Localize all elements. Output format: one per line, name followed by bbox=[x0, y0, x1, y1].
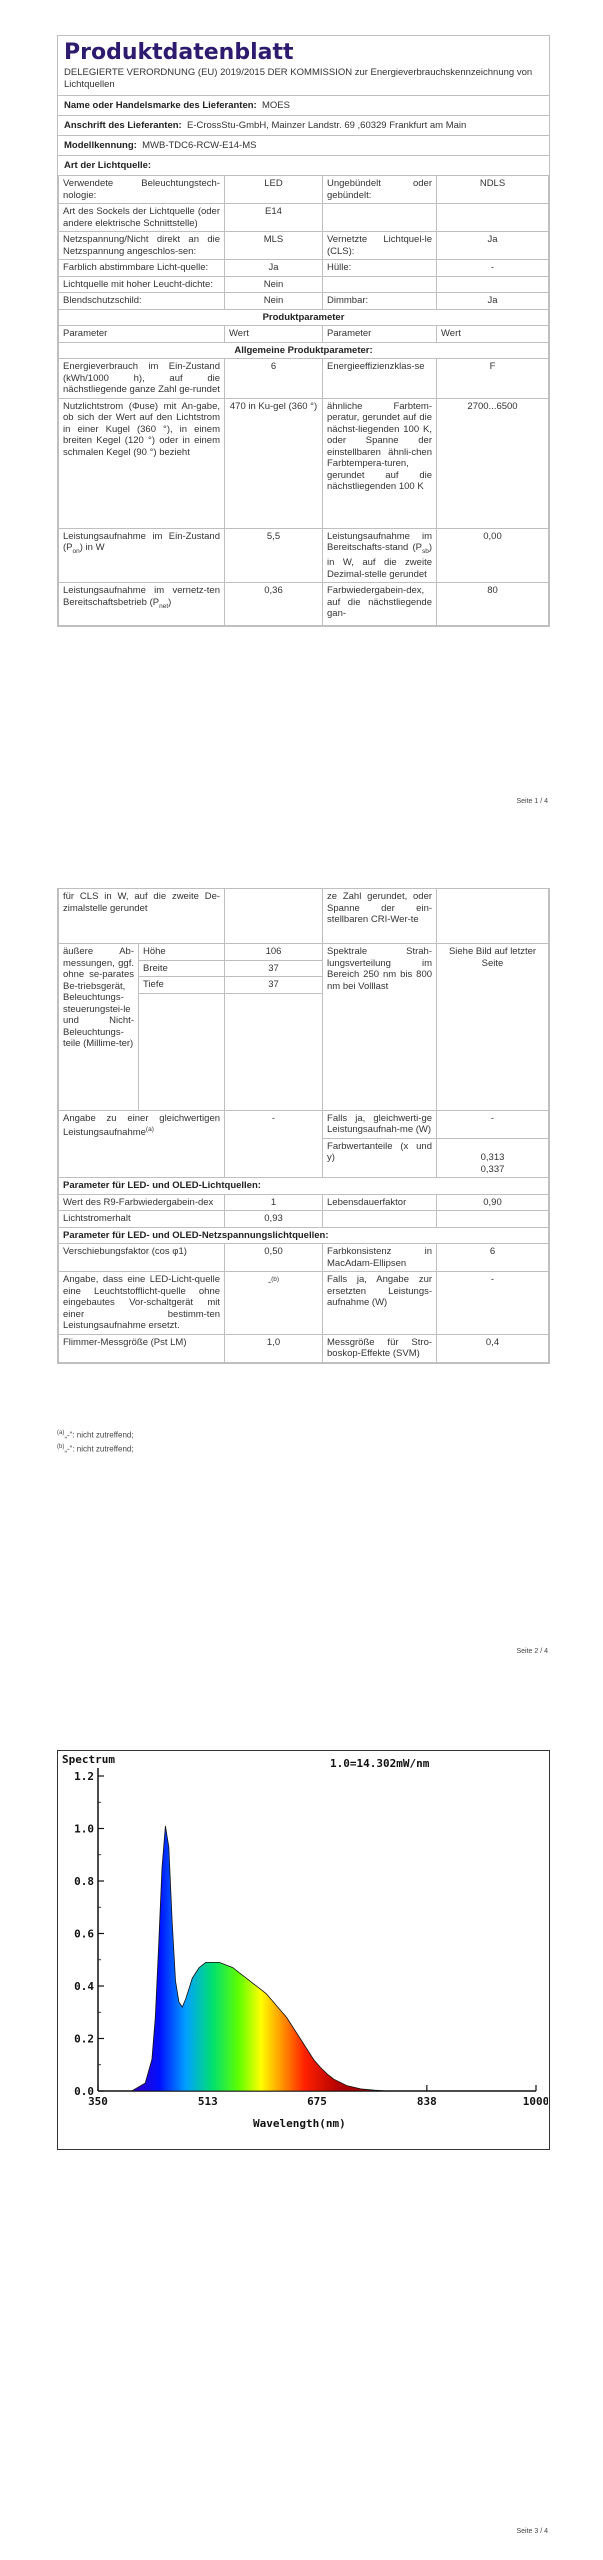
page-number: Seite 3 / 4 bbox=[516, 2528, 548, 2535]
params-table-continued bbox=[58, 888, 549, 1363]
y-tick-label: 0.0 bbox=[74, 2085, 94, 2098]
table-row: für CLS in W, auf die zweite De-zimalstelle gerundet ze Zahl gerundet, oder Spanne der ein-stellbaren CRI-Wer-te bbox=[59, 889, 549, 944]
table-row: Netzspannung/Nicht direkt an die Netzspannung angeschlos-sen: MLS Vernetzte Lichtquel-le (CLS): Ja bbox=[59, 232, 549, 260]
footnote-b: $^{(b)}$„-“: nicht zutreffend; bbox=[57, 1444, 134, 1454]
table-row: Flimmer-Messgröße (Pst LM) 1,0 Messgröße für Stro-boskop-Effekte (SVM) 0,4 bbox=[59, 1334, 549, 1362]
model-value: MWB-TDC6-RCW-E14-MS bbox=[142, 140, 257, 151]
y-tick-label: 0.2 bbox=[74, 2032, 94, 2046]
table-row: Energieverbrauch im Ein-Zustand (kWh/1000 h), auf die nächstliegende ganze Zahl ge-rundet 6 Energieeffizienzklas-se F bbox=[59, 359, 549, 399]
chart-annotation: 1.0=14.302mW/nm bbox=[330, 1757, 430, 1770]
datasheet-frame-continued bbox=[57, 888, 550, 1364]
supplier-row bbox=[58, 95, 549, 115]
product-params-heading: Produktparameter bbox=[59, 309, 549, 326]
x-tick-label: 350 bbox=[88, 2095, 108, 2108]
page-2 bbox=[0, 880, 603, 1680]
regulation-text: DELEGIERTE VERORDNUNG (EU) 2019/2015 DER KOMMISSION zur Energieverbrauchskennzeichnung von Lichtquellen bbox=[64, 67, 533, 90]
y-tick-label: 0.4 bbox=[74, 1980, 94, 1993]
page-number: Seite 2 / 4 bbox=[516, 1648, 548, 1655]
table-row: äußere Ab-messungen, ggf. ohne se-parates Be-triebsgerät, Beleuchtungs-steuerungstei-le und Nicht-Beleuchtungs-teile (Millime-ter) Höhe 106 Spektrale Strah-lungsverteilung im Bereich 250 nm bis 800 nm bei Volllast Siehe Bild auf letzter Seite bbox=[59, 944, 549, 961]
spectrum-chart-frame bbox=[57, 1750, 550, 2150]
spectrum-area bbox=[98, 1826, 536, 2091]
general-params-heading: Allgemeine Produktparameter: bbox=[59, 342, 549, 359]
x-tick-label: 1000 bbox=[522, 2095, 548, 2108]
table-row: Angabe, dass eine LED-Licht-quelle eine Leuchtstofflicht-quelle ohne eingebautes Vor-schaltgerät mit einer bestimm-ten Leistungsaufnahme ersetzt. -$^{(b)}$ Falls ja, Angabe zur ersetzten Leistungs-aufnahme (W) - bbox=[59, 1272, 549, 1335]
light-type-heading: Art der Lichtquelle: bbox=[58, 155, 549, 175]
light-type-table bbox=[58, 175, 549, 626]
x-axis-label: Wavelength(nm) bbox=[253, 2117, 346, 2130]
page-number: Seite 1 / 4 bbox=[516, 798, 548, 805]
table-row: Lichtquelle mit hoher Leucht-dichte: Nein bbox=[59, 276, 549, 293]
mains-params-heading: Parameter für LED- und OLED-Netzspannungslichtquellen: bbox=[59, 1227, 549, 1244]
table-row: Leistungsaufnahme im Ein-Zustand $(P_{on})$ in W 5,5 Leistungsaufnahme im Bereitschafts-stand $(P_{sb})$ in W, auf die zweite Dezimal-stelle gerundet 0,00 bbox=[59, 528, 549, 583]
y-tick-label: 0.8 bbox=[74, 1875, 94, 1888]
led-params-heading: Parameter für LED- und OLED-Lichtquellen: bbox=[59, 1178, 549, 1195]
model-row bbox=[58, 135, 549, 155]
y-tick-label: 0.6 bbox=[74, 1927, 94, 1941]
footnote-a: $^{(a)}$„-“: nicht zutreffend; bbox=[57, 1430, 134, 1440]
datasheet-frame bbox=[57, 35, 550, 627]
address-value: E-CrossStu-GmbH, Mainzer Landstr. 69 ,60329 Frankfurt am Main bbox=[187, 120, 467, 131]
table-row: Wert des R9-Farbwiedergabein-dex 1 Lebensdauerfaktor 0,90 bbox=[59, 1194, 549, 1211]
page-title: Produktdatenblatt bbox=[64, 40, 294, 65]
table-row: Breite 37 bbox=[59, 960, 549, 977]
supplier-value: MOES bbox=[262, 100, 290, 111]
y-tick-label: 1.2 bbox=[74, 1770, 94, 1783]
chart-title: Spectrum bbox=[62, 1753, 115, 1766]
table-row: Farbwertanteile (x und y) 0,313 0,337 bbox=[59, 1138, 549, 1178]
x-tick-label: 675 bbox=[307, 2095, 327, 2108]
spectrum-chart bbox=[58, 1751, 548, 2148]
supplier-label: Name oder Handelsmarke des Lieferanten: bbox=[64, 100, 257, 111]
page-1 bbox=[0, 0, 603, 820]
table-row: Tiefe 37 bbox=[59, 977, 549, 994]
x-tick-label: 838 bbox=[416, 2095, 437, 2108]
y-tick-label: 1.0 bbox=[74, 1822, 94, 1836]
model-label: Modellkennung: bbox=[64, 140, 137, 151]
table-row: Verschiebungsfaktor (cos φ1) 0,50 Farbkonsistenz in MacAdam-Ellipsen 6 bbox=[59, 1244, 549, 1272]
table-row: Lichtstromerhalt 0,93 bbox=[59, 1211, 549, 1228]
address-row bbox=[58, 115, 549, 135]
table-row: Angabe zu einer gleichwertigen Leistungsaufnahme$^{(a)}$ - Falls ja, gleichwerti-ge Leistungsaufnah-me (W) - bbox=[59, 1110, 549, 1138]
page-3 bbox=[0, 1720, 603, 2560]
table-row: Leistungsaufnahme im vernetz-ten Bereitschaftsbetrieb $(P_{net})$ 0,36 Farbwiedergabein-dex, auf die nächstliegende gan- 80 bbox=[59, 583, 549, 626]
table-row: Art des Sockels der Lichtquelle (oder andere elektrische Schnittstelle) E14 bbox=[59, 204, 549, 232]
table-row: Blendschutzschild: Nein Dimmbar: Ja bbox=[59, 293, 549, 310]
x-tick-label: 513 bbox=[197, 2095, 218, 2108]
table-row: Farblich abstimmbare Licht-quelle: Ja Hülle: - bbox=[59, 260, 549, 277]
table-row: Verwendete Beleuchtungstech-nologie: LED Ungebündelt oder gebündelt: NDLS bbox=[59, 176, 549, 204]
address-label: Anschrift des Lieferanten: bbox=[64, 120, 182, 131]
table-row: Nutzlichtstrom (Φuse) mit An-gabe, ob sich der Wert auf den Lichtstrom in einer Kugel (360 °), in einem breiten Kegel (120 °) oder in einem schmalen Kegel (90 °) bezieht 470 in Ku-gel (360 °) ähnliche Farbtem-peratur, gerundet auf die nächst-liegenden 100 K, oder Spanne der einstellbaren ähnli-chen Farbtempera-turen, gerundet auf die nächstliegenden 100 K 2700...6500 bbox=[59, 398, 549, 528]
column-header-row: Parameter Wert Parameter Wert bbox=[59, 326, 549, 343]
